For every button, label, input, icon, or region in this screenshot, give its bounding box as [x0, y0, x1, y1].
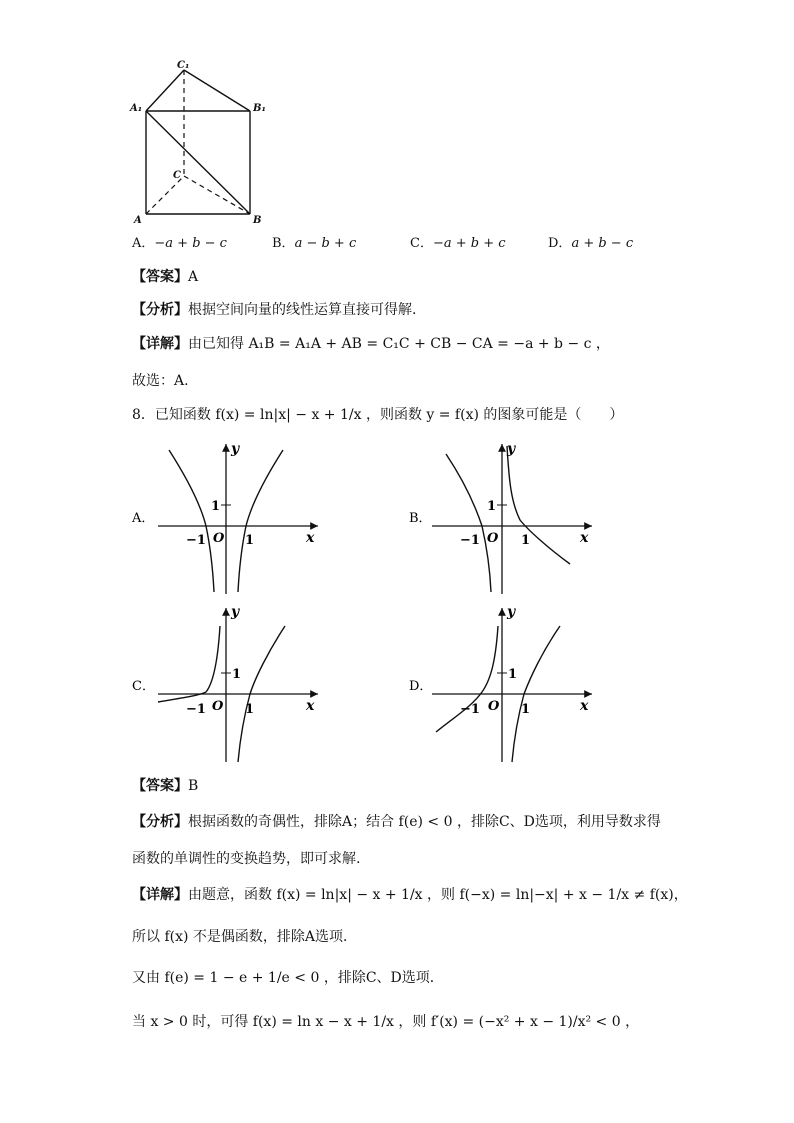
- graph-d-x: x: [580, 698, 589, 714]
- label-b1: B₁: [253, 103, 266, 114]
- q7-detail: 【详解】由已知得 A₁B = A₁A + AB = C₁C + CB − CA = −a + b − c ，: [132, 336, 610, 352]
- q8-detail-1: 【详解】由题意，函数 f(x) = ln|x| − x + 1/x ，则 f(−x) = ln|−x| + x − 1/x ≠ f(x)，: [132, 887, 688, 903]
- q8-detail-3: 又由 f(e) = 1 − e + 1/e < 0 ，排除C、D选项．: [132, 970, 444, 986]
- graph-a-one-y: 1: [211, 499, 221, 514]
- graph-d-origin: O: [488, 699, 500, 714]
- q7-answer: 【答案】A: [132, 269, 199, 285]
- graph-d-neg-one: −1: [460, 702, 480, 717]
- graph-b: [432, 444, 592, 594]
- label-a: A: [134, 215, 142, 226]
- graph-c-one-y: 1: [232, 667, 242, 682]
- graph-a-neg-one: −1: [186, 533, 206, 548]
- graph-c-one-x: 1: [245, 702, 255, 717]
- q8-detail-2: 所以 f(x) 不是偶函数，排除A选项．: [132, 929, 358, 945]
- q7-option-c: C．−a + b + c: [410, 236, 506, 251]
- graph-c-y: y: [231, 604, 240, 620]
- q8-detail-4: 当 x > 0 时，可得 f(x) = ln x − x + 1/x ，则 f′(x) = (−x² + x − 1)/x² < 0 ，: [132, 1014, 640, 1030]
- q8-graphs: [0, 430, 794, 770]
- graph-c-x: x: [306, 698, 315, 714]
- label-c: C: [173, 170, 181, 181]
- q7-conclusion: 故选：A.: [132, 373, 189, 389]
- graph-d: [432, 608, 592, 762]
- graph-b-x: x: [580, 530, 589, 546]
- graph-d-one-x: 1: [521, 702, 531, 717]
- q8-stem: 8．已知函数 f(x) = ln|x| − x + 1/x ，则函数 y = f(x) 的图象可能是（ ）: [132, 407, 624, 423]
- graph-d-one-y: 1: [508, 667, 518, 682]
- q8-answer: 【答案】B: [132, 778, 199, 794]
- q8-analysis-2: 函数的单调性的变换趋势，即可求解.: [132, 851, 361, 867]
- graph-b-neg-one: −1: [460, 533, 480, 548]
- graph-b-y: y: [507, 441, 516, 457]
- graph-c: [158, 608, 318, 762]
- label-c1: C₁: [177, 60, 190, 71]
- q7-option-d: D．a + b − c: [548, 236, 634, 251]
- graph-a-origin: O: [213, 531, 225, 546]
- label-b: B: [253, 215, 262, 226]
- q7-analysis: 【分析】根据空间向量的线性运算直接可得解.: [132, 302, 417, 318]
- graph-b-origin: O: [487, 531, 499, 546]
- graph-c-origin: O: [212, 699, 224, 714]
- graph-b-label: B．: [409, 511, 432, 526]
- graph-c-label: C．: [132, 679, 155, 694]
- graph-d-y: y: [507, 604, 516, 620]
- q8-analysis-1: 【分析】根据函数的奇偶性，排除A；结合 f(e) < 0 ，排除C、D选项，利用导数求得: [132, 814, 661, 830]
- graph-a: [158, 444, 318, 594]
- label-a1: A₁: [130, 103, 143, 114]
- graph-a-x: x: [306, 530, 315, 546]
- q7-option-a: A．−a + b − c: [132, 236, 227, 251]
- graph-c-neg-one: −1: [186, 702, 206, 717]
- q7-option-b: B．a − b + c: [272, 236, 357, 251]
- graph-a-one-x: 1: [245, 533, 255, 548]
- graph-a-label: A．: [132, 511, 155, 526]
- prism-diagram: [0, 0, 794, 240]
- graph-b-one-y: 1: [487, 499, 497, 514]
- graph-b-one-x: 1: [521, 533, 531, 548]
- graph-d-label: D．: [409, 679, 433, 694]
- graph-a-y: y: [231, 441, 240, 457]
